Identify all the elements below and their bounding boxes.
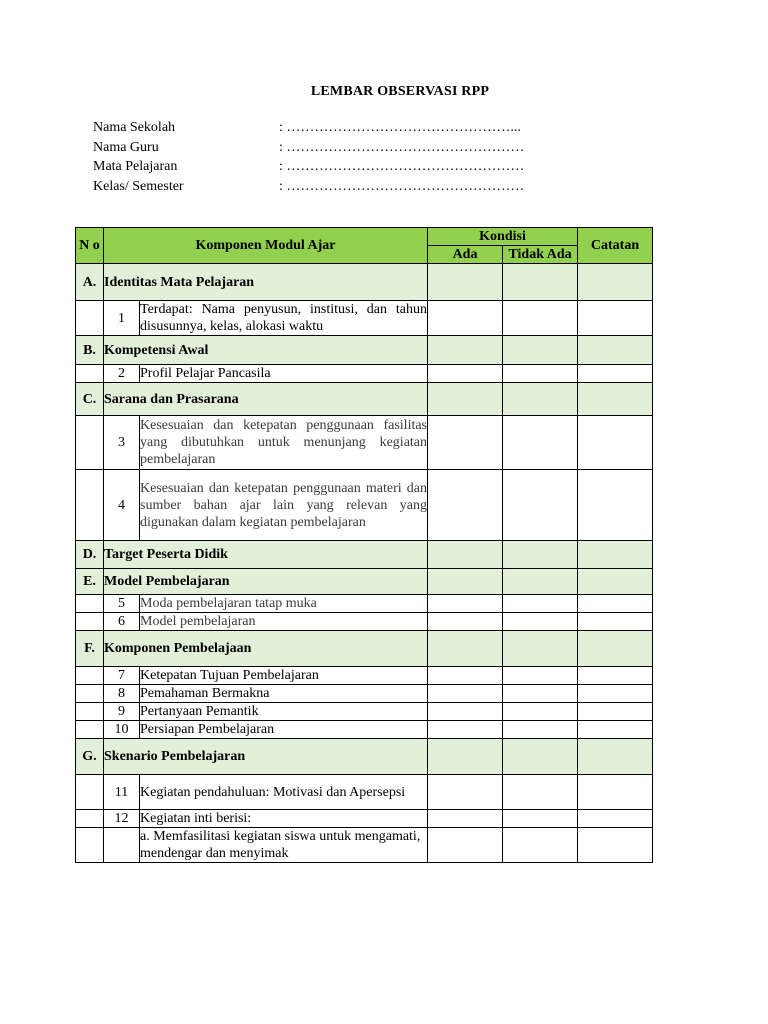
tidak-ada-cell[interactable] <box>503 685 578 703</box>
section-row <box>76 569 653 595</box>
tidak-ada-cell[interactable] <box>503 470 578 541</box>
table-row <box>76 613 653 631</box>
header-kondisi: Kondisi <box>428 228 578 246</box>
ada-cell[interactable] <box>428 470 503 541</box>
section-row <box>76 631 653 667</box>
catatan-cell[interactable] <box>578 301 653 336</box>
section-letter: D. <box>76 541 104 569</box>
ada-cell[interactable] <box>428 703 503 721</box>
blank-cell <box>76 685 104 703</box>
blank-cell <box>76 703 104 721</box>
catatan-cell[interactable] <box>578 828 653 863</box>
section-letter: E. <box>76 569 104 595</box>
section-row <box>76 264 653 301</box>
info-value: : …………………………………………… <box>279 139 525 155</box>
item-number: 8 <box>104 685 140 703</box>
ada-cell[interactable] <box>428 301 503 336</box>
info-label: Mata Pelajaran <box>93 159 178 174</box>
document-title: LEMBAR OBSERVASI RPP <box>310 84 490 99</box>
info-label: Nama Guru <box>93 139 159 155</box>
table-row <box>76 810 653 828</box>
header-no: N o <box>76 228 104 264</box>
section-letter: F. <box>76 631 104 667</box>
info-label: Nama Sekolah <box>93 120 176 135</box>
item-text: Kesesuaian dan ketepatan penggunaan fasilitas yang dibutuhkan untuk menunjang kegiatan pembelajaran <box>140 416 428 470</box>
item-text: Ketepatan Tujuan Pembelajaran <box>140 667 428 685</box>
item-text: Model pembelajaran <box>140 613 428 631</box>
ada-cell[interactable] <box>428 569 503 595</box>
section-title: Model Pembelajaran <box>104 569 428 595</box>
table-row <box>76 301 653 336</box>
table-row <box>76 721 653 739</box>
tidak-ada-cell[interactable] <box>503 739 578 775</box>
item-number: 9 <box>104 703 140 721</box>
tidak-ada-cell[interactable] <box>503 541 578 569</box>
catatan-cell[interactable] <box>578 703 653 721</box>
item-text: Kegiatan pendahuluan: Motivasi dan Apersepsi <box>140 775 428 810</box>
section-title: Skenario Pembelajaran <box>104 739 428 775</box>
section-title: Identitas Mata Pelajaran <box>104 264 428 301</box>
tidak-ada-cell[interactable] <box>503 264 578 301</box>
section-letter: A. <box>76 264 104 301</box>
ada-cell[interactable] <box>428 383 503 416</box>
item-number: 11 <box>104 775 140 810</box>
tidak-ada-cell[interactable] <box>503 775 578 810</box>
section-letter: C. <box>76 383 104 416</box>
item-text: Kesesuaian dan ketepatan penggunaan materi dan sumber bahan ajar lain yang relevan yang digunakan dalam kegiatan pembelajaran <box>140 470 428 541</box>
catatan-cell[interactable] <box>578 613 653 631</box>
tidak-ada-cell[interactable] <box>503 336 578 365</box>
item-text: Profil Pelajar Pancasila <box>140 365 428 383</box>
header-ada: Ada <box>428 246 503 264</box>
section-letter: B. <box>76 336 104 365</box>
tidak-ada-cell[interactable] <box>503 703 578 721</box>
ada-cell[interactable] <box>428 416 503 470</box>
item-text: Pertanyaan Pemantik <box>140 703 428 721</box>
item-number: 2 <box>104 365 140 383</box>
blank-cell <box>76 416 104 470</box>
section-letter: G. <box>76 739 104 775</box>
blank-cell <box>76 775 104 810</box>
ada-cell[interactable] <box>428 336 503 365</box>
item-number: 4 <box>104 470 140 541</box>
ada-cell[interactable] <box>428 739 503 775</box>
catatan-cell[interactable] <box>578 667 653 685</box>
catatan-cell[interactable] <box>578 264 653 301</box>
tidak-ada-cell[interactable] <box>503 301 578 336</box>
info-row-subject <box>93 157 524 177</box>
table-row <box>76 775 653 810</box>
tidak-ada-cell[interactable] <box>503 721 578 739</box>
table-row <box>76 828 653 863</box>
item-number: 6 <box>104 613 140 631</box>
section-title: Sarana dan Prasarana <box>104 383 428 416</box>
header-catatan: Catatan <box>578 228 653 264</box>
ada-cell[interactable] <box>428 667 503 685</box>
info-label: Kelas/ Semester <box>93 178 184 194</box>
item-text: Pemahaman Bermakna <box>140 685 428 703</box>
item-text: Kegiatan inti berisi: <box>140 810 428 828</box>
ada-cell[interactable] <box>428 775 503 810</box>
catatan-cell[interactable] <box>578 810 653 828</box>
section-row <box>76 336 653 365</box>
info-row-class-semester <box>93 177 524 197</box>
ada-cell[interactable] <box>428 365 503 383</box>
catatan-cell[interactable] <box>578 631 653 667</box>
info-value: : …………………………………………… <box>279 159 525 174</box>
section-title: Komponen Pembelajaan <box>104 631 428 667</box>
table-row <box>76 470 653 541</box>
blank-cell <box>76 721 104 739</box>
tidak-ada-cell[interactable] <box>503 416 578 470</box>
blank-cell <box>76 595 104 613</box>
ada-cell[interactable] <box>428 685 503 703</box>
blank-cell <box>76 810 104 828</box>
section-title: Kompetensi Awal <box>104 336 428 365</box>
blank-cell <box>76 667 104 685</box>
blank-cell <box>76 365 104 383</box>
ada-cell[interactable] <box>428 264 503 301</box>
table-row <box>76 416 653 470</box>
item-number: 3 <box>104 416 140 470</box>
section-row <box>76 739 653 775</box>
item-number: 12 <box>104 810 140 828</box>
table-row <box>76 685 653 703</box>
blank-cell <box>76 470 104 541</box>
ada-cell[interactable] <box>428 721 503 739</box>
table-row <box>76 365 653 383</box>
ada-cell[interactable] <box>428 810 503 828</box>
tidak-ada-cell[interactable] <box>503 631 578 667</box>
blank-cell <box>76 613 104 631</box>
info-value: : …………………………………………... <box>279 120 521 135</box>
ada-cell[interactable] <box>428 631 503 667</box>
tidak-ada-cell[interactable] <box>503 613 578 631</box>
catatan-cell[interactable] <box>578 383 653 416</box>
catatan-cell[interactable] <box>578 595 653 613</box>
item-number: 7 <box>104 667 140 685</box>
item-number: 5 <box>104 595 140 613</box>
catatan-cell[interactable] <box>578 541 653 569</box>
item-text: Terdapat: Nama penyusun, institusi, dan tahun disusunnya, kelas, alokasi waktu <box>140 302 428 334</box>
section-row <box>76 541 653 569</box>
tidak-ada-cell[interactable] <box>503 595 578 613</box>
ada-cell[interactable] <box>428 541 503 569</box>
tidak-ada-cell[interactable] <box>503 828 578 863</box>
catatan-cell[interactable] <box>578 470 653 541</box>
header-tidak-ada: Tidak Ada <box>503 246 578 264</box>
blank-cell <box>76 828 104 863</box>
tidak-ada-cell[interactable] <box>503 667 578 685</box>
catatan-cell[interactable] <box>578 365 653 383</box>
catatan-cell[interactable] <box>578 721 653 739</box>
catatan-cell[interactable] <box>578 336 653 365</box>
item-text: Moda pembelajaran tatap muka <box>140 595 428 613</box>
item-text: a. Memfasilitasi kegiatan siswa untuk mengamati, mendengar dan menyimak <box>140 828 428 863</box>
table-row <box>76 667 653 685</box>
table-row <box>76 595 653 613</box>
item-number: 1 <box>104 301 140 336</box>
tidak-ada-cell[interactable] <box>503 810 578 828</box>
section-row <box>76 383 653 416</box>
item-text: Persiapan Pembelajaran <box>140 721 428 739</box>
observation-table <box>75 227 653 863</box>
table-row <box>76 703 653 721</box>
item-number <box>104 828 140 863</box>
tidak-ada-cell[interactable] <box>503 383 578 416</box>
ada-cell[interactable] <box>428 828 503 863</box>
header-komponen: Komponen Modul Ajar <box>104 228 428 264</box>
info-row-school <box>93 118 524 138</box>
catatan-cell[interactable] <box>578 775 653 810</box>
section-title: Target Peserta Didik <box>104 541 428 569</box>
catatan-cell[interactable] <box>578 569 653 595</box>
tidak-ada-cell[interactable] <box>503 365 578 383</box>
ada-cell[interactable] <box>428 613 503 631</box>
tidak-ada-cell[interactable] <box>503 569 578 595</box>
header-row <box>76 228 653 246</box>
info-value: : …………………………………………… <box>279 178 525 194</box>
catatan-cell[interactable] <box>578 416 653 470</box>
item-number: 10 <box>104 721 140 739</box>
info-row-teacher <box>93 138 524 158</box>
catatan-cell[interactable] <box>578 685 653 703</box>
blank-cell <box>76 301 104 336</box>
catatan-cell[interactable] <box>578 739 653 775</box>
ada-cell[interactable] <box>428 595 503 613</box>
identity-block <box>93 118 524 196</box>
